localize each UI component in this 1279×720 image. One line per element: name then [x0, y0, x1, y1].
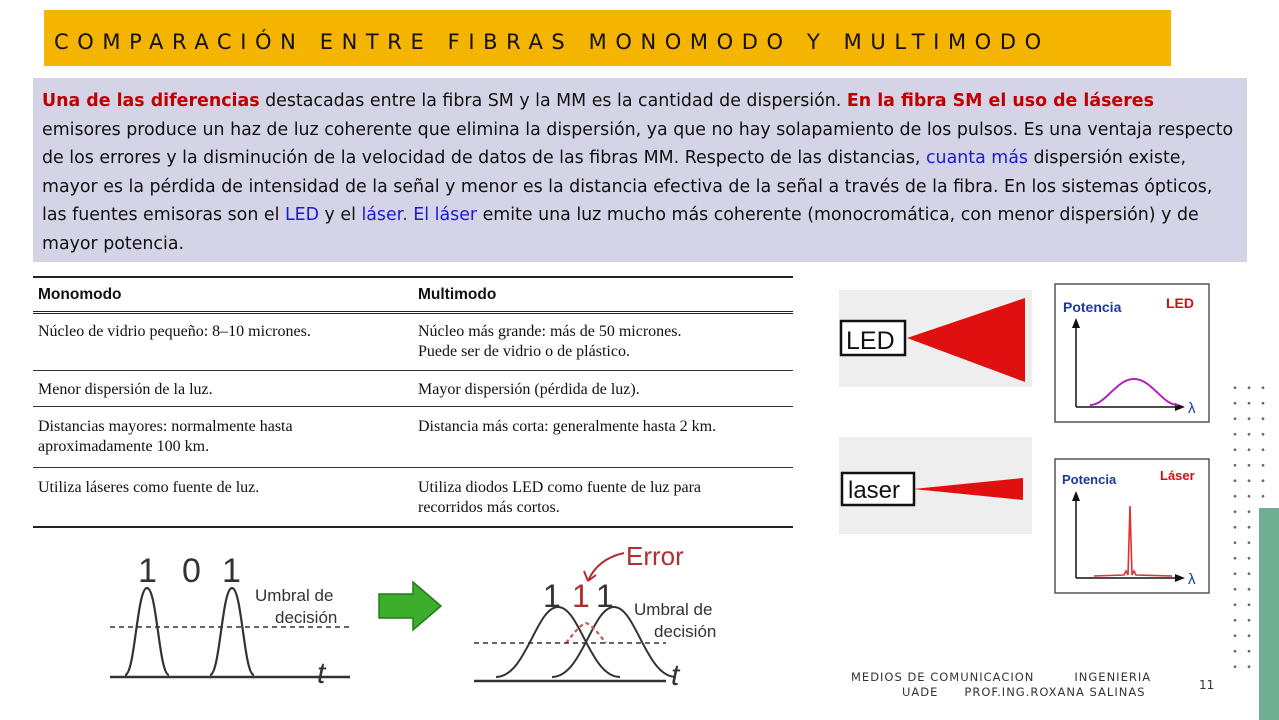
bit-label: 1: [222, 552, 241, 590]
threshold-label: decisión: [275, 608, 338, 627]
threshold-label: decisión: [654, 622, 717, 641]
cell-line: recorridos más cortos.: [418, 499, 560, 516]
intro-blue-laser: láser. El láser: [361, 205, 478, 226]
laser-source-panel: [839, 437, 1032, 534]
table-header: [33, 276, 793, 314]
led-label: LED: [846, 327, 895, 355]
table-row: [33, 407, 793, 468]
led-spectrum-graph: [1054, 283, 1210, 423]
intro-text-2: emisores produce un haz de luz coherente que elimina la dispersión, ya que no hay solapamiento de los pulsos. Es una ventaja respecto de los errores y la disminución de la velocidad de datos de las fibras MM. Respecto de las distancias,: [42, 119, 1234, 169]
bit-label: 1: [543, 578, 561, 614]
xlabel-lambda: λ: [1188, 571, 1196, 588]
footer-university: UADE: [902, 685, 939, 699]
bit-label: 0: [182, 552, 201, 590]
bit-label: 1: [138, 552, 157, 590]
pulses-dispersion-diagram: [466, 535, 766, 695]
intro-blue-led: LED: [284, 205, 320, 226]
footer-course: MEDIOS DE COMUNICACION: [851, 670, 1035, 684]
table-row: [33, 314, 793, 371]
cell-line: Distancias mayores: normalmente hasta: [38, 418, 293, 435]
axis-label-t: t: [317, 657, 326, 690]
title-bar: [44, 10, 1171, 66]
cell: Núcleo de vidrio pequeño: 8–10 micrones.: [38, 323, 311, 340]
header-multimodo: Multimodo: [418, 285, 497, 303]
intro-highlight-1: Una de las diferencias: [42, 91, 260, 111]
cell-line: Utiliza diodos LED como fuente de luz para: [418, 479, 702, 496]
intro-text-4: y el: [319, 205, 362, 226]
threshold-label: Umbral de: [634, 600, 713, 619]
threshold-label: Umbral de: [255, 586, 334, 605]
cell-line: Puede ser de vidrio o de plástico.: [418, 343, 630, 360]
graph-tag-laser: Láser: [1160, 468, 1195, 483]
bit-label: 1: [572, 578, 590, 614]
table-row: [33, 371, 793, 407]
xlabel-lambda: λ: [1188, 400, 1196, 417]
page-number: 11: [1199, 678, 1215, 692]
led-source-panel: [839, 290, 1032, 387]
led-beam: [907, 298, 1025, 382]
intro-paragraph: [33, 78, 1247, 262]
intro-highlight-2: En la fibra SM el uso de láseres: [846, 91, 1154, 111]
header-monomodo: Monomodo: [38, 285, 122, 303]
ylabel-potencia: Potencia: [1062, 472, 1117, 487]
decorative-strip: [1259, 508, 1279, 720]
cell-line: aproximadamente 100 km.: [38, 438, 210, 455]
footer-faculty: INGENIERIA: [1074, 670, 1152, 684]
cell-line: Núcleo más grande: más de 50 micrones.: [418, 323, 682, 340]
error-label: Error: [626, 541, 684, 571]
intro-text-1: destacadas entre la fibra SM y la MM es la cantidad de dispersión.: [259, 91, 847, 111]
ylabel-potencia: Potencia: [1063, 299, 1122, 315]
pulse-curve: [210, 588, 254, 675]
pulses-no-dispersion-diagram: [105, 548, 360, 690]
footer: [851, 670, 1151, 700]
intro-text-3: dispersión existe, mayor es la pérdida de intensidad de la señal y menor es la distancia efectiva de la señal a través de la fibra. En los sistemas ópticos, las fuentes emisoras son el: [42, 148, 1213, 226]
graph-tag-led: LED: [1166, 295, 1194, 311]
pulse-curve: [125, 588, 169, 675]
cell: Utiliza láseres como fuente de luz.: [38, 479, 260, 496]
cell: Distancia más corta: generalmente hasta 2 km.: [418, 418, 717, 435]
cell: Mayor dispersión (pérdida de luz).: [418, 381, 640, 398]
table-row: [33, 468, 793, 528]
axis-label-t: t: [671, 659, 680, 692]
intro-blue-1: cuanta más: [926, 148, 1028, 169]
cell: Menor dispersión de la luz.: [38, 381, 213, 398]
laser-spectrum-graph: [1054, 458, 1210, 594]
laser-label: laser: [848, 477, 901, 504]
bit-label: 1: [596, 578, 614, 614]
laser-beam: [913, 478, 1023, 500]
slide-title: COMPARACIÓN ENTRE FIBRAS MONOMODO Y MULTIMODO: [54, 30, 1050, 54]
pulse-curve: [496, 607, 620, 677]
footer-professor: PROF.ING.ROXANA SALINAS: [964, 685, 1146, 699]
arrow-icon: [375, 578, 447, 634]
intro-text-5: emite una luz mucho más coherente (monocromática, con menor dispersión) y de mayor potencia.: [42, 205, 1199, 254]
comparison-table: [33, 276, 793, 528]
